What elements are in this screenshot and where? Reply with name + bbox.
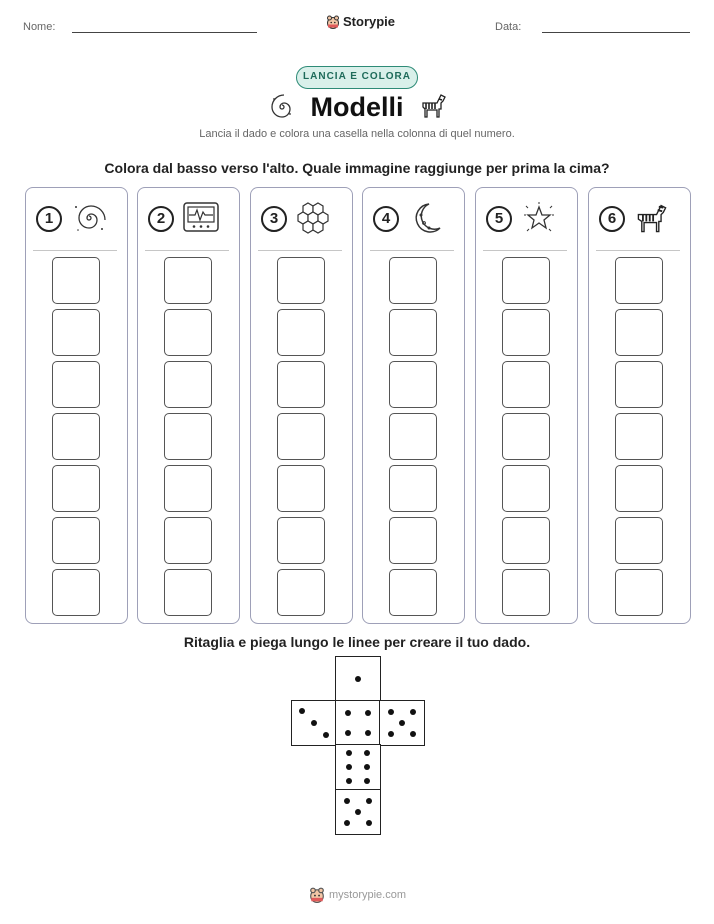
column-number: 3 [261,206,287,232]
color-box[interactable] [389,309,437,356]
color-box[interactable] [389,361,437,408]
color-box[interactable] [277,309,325,356]
column-number: 2 [148,206,174,232]
dice-face-1 [335,656,381,702]
page-title: Modelli [310,92,404,122]
dice-pip [364,750,370,756]
color-box[interactable] [502,361,550,408]
heart-monitor-icon [182,201,220,240]
color-box[interactable] [615,257,663,304]
column-4 [362,187,465,624]
footer [309,887,406,903]
color-box[interactable] [52,257,100,304]
color-box[interactable] [277,569,325,616]
column-divider [258,250,342,251]
color-box[interactable] [277,517,325,564]
dice-pip [399,720,405,726]
name-line[interactable] [72,32,257,33]
subtitle: Lancia il dado e colora una casella nella colonna di quel numero. [199,128,515,140]
color-box[interactable] [389,517,437,564]
column-divider [145,250,229,251]
dice-pip [410,709,416,715]
honeycomb-icon [295,201,333,240]
dice-pip [365,710,371,716]
color-box[interactable] [164,569,212,616]
color-box[interactable] [164,309,212,356]
dice-instruction: Ritaglia e piega lungo le linee per creare il tuo dado. [183,634,531,650]
dice-pip [345,710,351,716]
color-box[interactable] [52,465,100,512]
dice-pip [344,798,350,804]
column-divider [370,250,454,251]
column-number: 4 [373,206,399,232]
column-number: 6 [599,206,625,232]
dice-pip [365,730,371,736]
color-box[interactable] [164,517,212,564]
color-box[interactable] [52,569,100,616]
color-box[interactable] [502,309,550,356]
date-line[interactable] [542,32,690,33]
brand-name: Storypie [343,14,396,29]
dice-pip [344,820,350,826]
dice-face-4 [335,700,381,746]
column-3 [250,187,353,624]
column-divider [33,250,117,251]
dice-face-6 [335,744,381,790]
color-box[interactable] [164,413,212,460]
color-box[interactable] [52,517,100,564]
color-box[interactable] [52,309,100,356]
dice-face-5 [335,789,381,835]
dice-pip [364,778,370,784]
galaxy-icon [70,201,108,240]
dice-pip [311,720,317,726]
color-box[interactable] [502,517,550,564]
title-galaxy-icon [268,93,296,126]
color-box[interactable] [277,413,325,460]
color-box[interactable] [615,465,663,512]
dice-pip [346,764,352,770]
dice-pip [388,709,394,715]
moon-icon [407,201,445,240]
color-box[interactable] [615,309,663,356]
footer-url[interactable]: mystorypie.com [329,889,407,901]
column-2 [137,187,240,624]
color-box[interactable] [164,257,212,304]
color-box[interactable] [615,361,663,408]
dice-pip [323,732,329,738]
storypie-mascot-icon [326,15,340,29]
color-box[interactable] [389,413,437,460]
dice-pip [346,778,352,784]
color-box[interactable] [502,257,550,304]
name-label: Nome: [23,21,56,33]
color-box[interactable] [502,569,550,616]
color-box[interactable] [277,257,325,304]
column-number: 1 [36,206,62,232]
dice-pip [355,809,361,815]
dice-pip [364,764,370,770]
dice-pip [345,730,351,736]
column-number: 5 [486,206,512,232]
color-box[interactable] [277,361,325,408]
dice-pip [299,708,305,714]
date-label: Data: [495,21,522,33]
dice-pip [366,798,372,804]
color-box[interactable] [502,413,550,460]
color-box[interactable] [389,569,437,616]
color-box[interactable] [615,569,663,616]
dice-face-3 [291,700,337,746]
activity-badge: LANCIA E COLORA [296,66,418,89]
color-box[interactable] [389,257,437,304]
color-box[interactable] [615,517,663,564]
coloring-instruction: Colora dal basso verso l'alto. Quale immagine raggiunge per prima la cima? [104,160,610,176]
column-6 [588,187,691,624]
dice-pip [346,750,352,756]
dice-pip [410,731,416,737]
column-1 [25,187,128,624]
dice-pip [388,731,394,737]
color-box[interactable] [615,413,663,460]
column-divider [596,250,680,251]
brand-logo [326,14,395,29]
dice-face-5 [379,700,425,746]
color-box[interactable] [277,465,325,512]
dice-pip [355,676,361,682]
column-divider [483,250,567,251]
title-zebra-icon [417,91,449,126]
star-icon [520,201,558,240]
color-box[interactable] [52,361,100,408]
dice-pip [366,820,372,826]
column-5 [475,187,578,624]
color-box[interactable] [502,465,550,512]
color-box[interactable] [164,361,212,408]
zebra-icon [633,201,671,240]
storypie-mascot-icon [309,887,325,903]
color-box[interactable] [164,465,212,512]
color-box[interactable] [389,465,437,512]
color-box[interactable] [52,413,100,460]
